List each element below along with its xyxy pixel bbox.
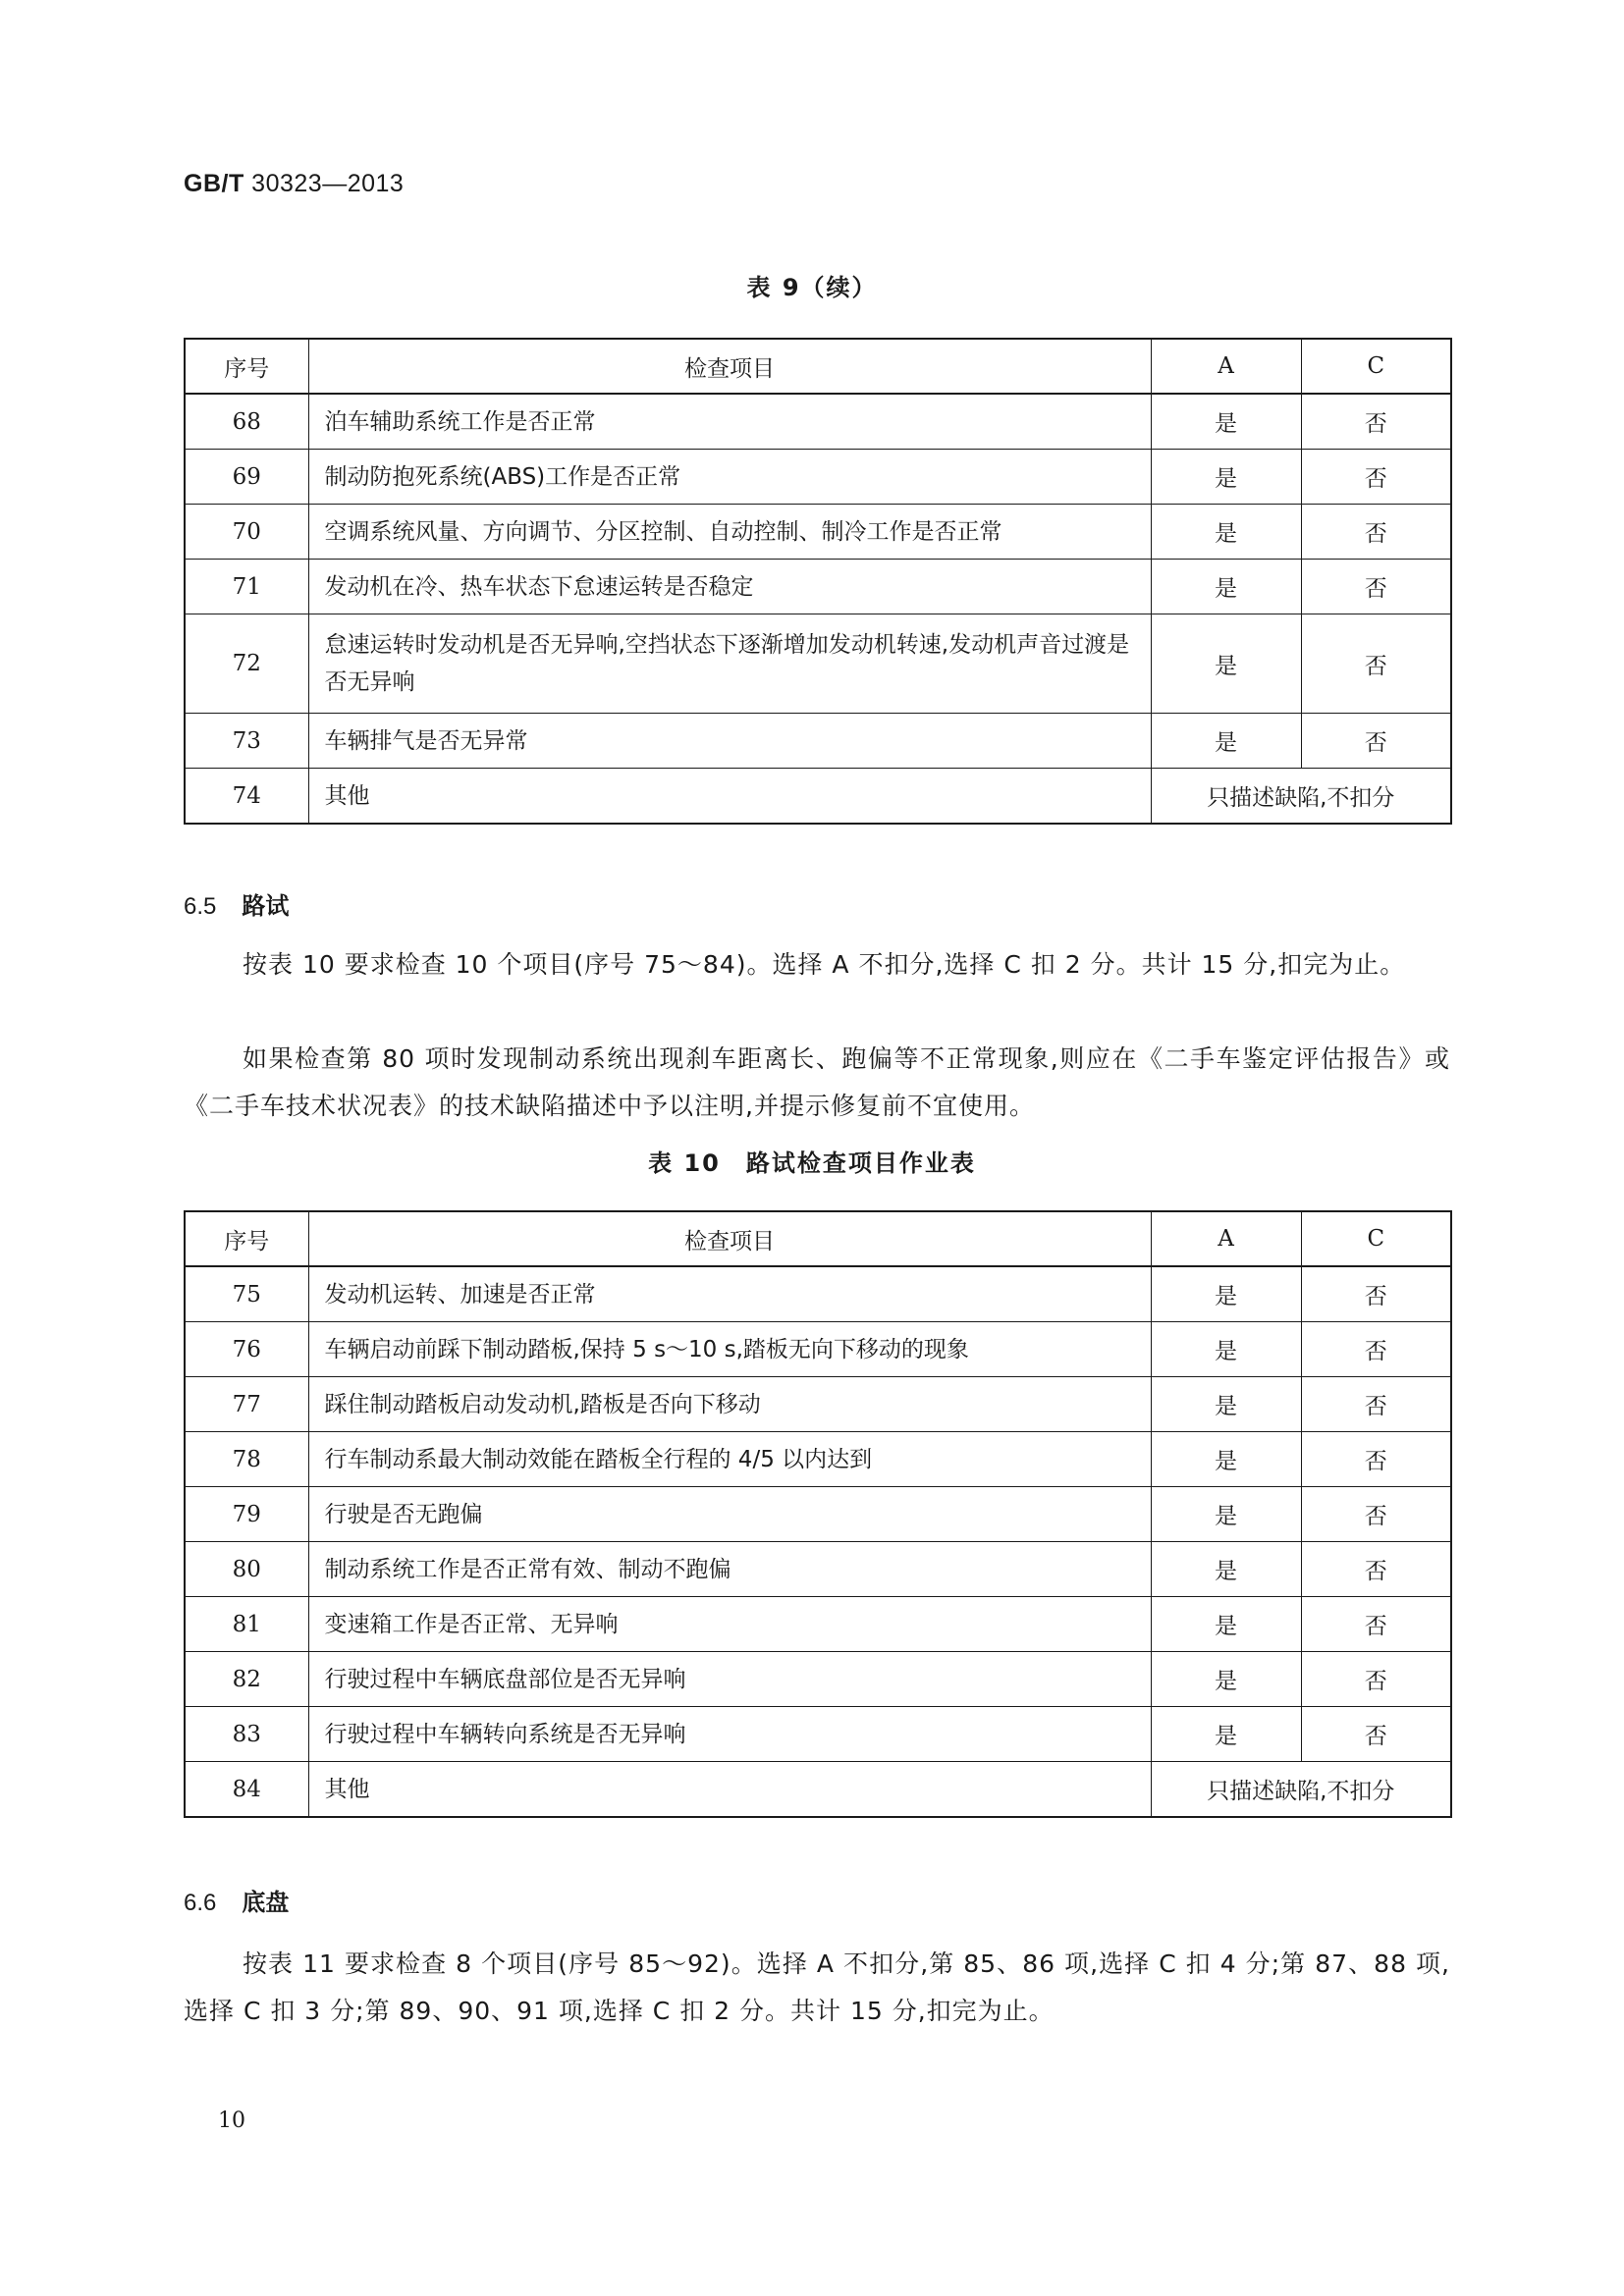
table9-header-row xyxy=(185,339,1451,394)
row-a: 是 xyxy=(1151,714,1301,769)
row-a: 是 xyxy=(1151,1597,1301,1652)
header-c: C xyxy=(1301,339,1451,394)
row-c: 否 xyxy=(1301,1377,1451,1432)
row-serial: 83 xyxy=(185,1707,308,1762)
table10-header-row xyxy=(185,1211,1451,1266)
row-c: 否 xyxy=(1301,394,1451,450)
standard-prefix: GB/T xyxy=(184,170,244,197)
row-serial: 69 xyxy=(185,450,308,505)
row-item: 车辆启动前踩下制动踏板,保持 5 s～10 s,踏板无向下移动的现象 xyxy=(308,1322,1151,1377)
row-c: 否 xyxy=(1301,1322,1451,1377)
table-row xyxy=(185,1762,1451,1818)
row-a: 是 xyxy=(1151,1652,1301,1707)
row-serial: 81 xyxy=(185,1597,308,1652)
row-c: 否 xyxy=(1301,1597,1451,1652)
row-serial: 70 xyxy=(185,505,308,560)
table-row xyxy=(185,560,1451,614)
table-row xyxy=(185,1487,1451,1542)
header-item: 检查项目 xyxy=(308,1211,1151,1266)
row-serial: 77 xyxy=(185,1377,308,1432)
table-row xyxy=(185,1432,1451,1487)
row-item: 行驶过程中车辆转向系统是否无异响 xyxy=(308,1707,1151,1762)
row-a: 是 xyxy=(1151,394,1301,450)
row-a: 是 xyxy=(1151,1432,1301,1487)
row-a: 是 xyxy=(1151,1266,1301,1322)
row-c: 否 xyxy=(1301,1487,1451,1542)
header-c: C xyxy=(1301,1211,1451,1266)
row-item: 其他 xyxy=(308,1762,1151,1818)
row-serial: 76 xyxy=(185,1322,308,1377)
section-title: 路试 xyxy=(242,892,290,920)
row-item: 行驶过程中车辆底盘部位是否无异响 xyxy=(308,1652,1151,1707)
row-c: 否 xyxy=(1301,614,1451,714)
row-item: 制动防抱死系统(ABS)工作是否正常 xyxy=(308,450,1151,505)
row-a: 是 xyxy=(1151,505,1301,560)
row-a: 是 xyxy=(1151,1707,1301,1762)
row-a: 是 xyxy=(1151,560,1301,614)
row-c: 否 xyxy=(1301,714,1451,769)
row-a: 是 xyxy=(1151,1542,1301,1597)
table-row xyxy=(185,1266,1451,1322)
table10-title: 表 10 路试检查项目作业表 xyxy=(648,1149,976,1177)
row-item: 行驶是否无跑偏 xyxy=(308,1487,1151,1542)
section-6-5-paragraph-1: 按表 10 要求检查 10 个项目(序号 75～84)。选择 A 不扣分,选择 C 扣 2 分。共计 15 分,扣完为止。 xyxy=(243,950,1406,979)
row-c: 否 xyxy=(1301,1266,1451,1322)
table-row xyxy=(185,1652,1451,1707)
row-c: 否 xyxy=(1301,560,1451,614)
row-item: 行车制动系最大制动效能在踏板全行程的 4/5 以内达到 xyxy=(308,1432,1151,1487)
row-serial: 82 xyxy=(185,1652,308,1707)
row-c: 否 xyxy=(1301,1432,1451,1487)
section-6-6-heading xyxy=(184,1883,289,1917)
row-c: 否 xyxy=(1301,1707,1451,1762)
section-number: 6.6 xyxy=(184,1890,217,1916)
row-item: 制动系统工作是否正常有效、制动不跑偏 xyxy=(308,1542,1151,1597)
row-item: 发动机运转、加速是否正常 xyxy=(308,1266,1151,1322)
row-item: 泊车辅助系统工作是否正常 xyxy=(308,394,1151,450)
table-row xyxy=(185,1322,1451,1377)
header-item: 检查项目 xyxy=(308,339,1151,394)
row-serial: 71 xyxy=(185,560,308,614)
row-note: 只描述缺陷,不扣分 xyxy=(1151,769,1451,825)
row-serial: 72 xyxy=(185,614,308,714)
row-serial: 84 xyxy=(185,1762,308,1818)
section-number: 6.5 xyxy=(184,893,217,920)
row-a: 是 xyxy=(1151,1487,1301,1542)
row-a: 是 xyxy=(1151,1377,1301,1432)
page-number: 10 xyxy=(218,2109,245,2133)
row-item: 其他 xyxy=(308,769,1151,825)
header-a: A xyxy=(1151,339,1301,394)
row-serial: 79 xyxy=(185,1487,308,1542)
table-row xyxy=(185,1597,1451,1652)
row-a: 是 xyxy=(1151,614,1301,714)
row-a: 是 xyxy=(1151,450,1301,505)
row-item: 踩住制动踏板启动发动机,踏板是否向下移动 xyxy=(308,1377,1151,1432)
row-item: 发动机在冷、热车状态下怠速运转是否稳定 xyxy=(308,560,1151,614)
standard-code xyxy=(184,170,404,198)
table-row xyxy=(185,450,1451,505)
table9 xyxy=(184,338,1452,825)
row-c: 否 xyxy=(1301,505,1451,560)
row-item: 变速箱工作是否正常、无异响 xyxy=(308,1597,1151,1652)
section-6-5-paragraph-2: 如果检查第 80 项时发现制动系统出现刹车距离长、跑偏等不正常现象,则应在《二手车鉴定评估报告》或《二手车技术状况表》的技术缺陷描述中予以注明,并提示修复前不宜使用。 xyxy=(184,1044,1450,1120)
table-row xyxy=(185,714,1451,769)
table9-title: 表 9（续） xyxy=(746,274,878,301)
header-serial: 序号 xyxy=(185,1211,308,1266)
table-row xyxy=(185,1542,1451,1597)
section-title: 底盘 xyxy=(242,1889,290,1916)
header-a: A xyxy=(1151,1211,1301,1266)
row-serial: 68 xyxy=(185,394,308,450)
table-row xyxy=(185,1707,1451,1762)
row-note: 只描述缺陷,不扣分 xyxy=(1151,1762,1451,1818)
table10 xyxy=(184,1210,1452,1818)
row-item: 空调系统风量、方向调节、分区控制、自动控制、制冷工作是否正常 xyxy=(308,505,1151,560)
row-serial: 75 xyxy=(185,1266,308,1322)
row-serial: 80 xyxy=(185,1542,308,1597)
row-serial: 73 xyxy=(185,714,308,769)
row-serial: 78 xyxy=(185,1432,308,1487)
standard-number: 30323—2013 xyxy=(251,170,405,197)
table-row xyxy=(185,505,1451,560)
table-row xyxy=(185,1377,1451,1432)
row-a: 是 xyxy=(1151,1322,1301,1377)
row-c: 否 xyxy=(1301,450,1451,505)
table-row xyxy=(185,614,1451,714)
row-item: 怠速运转时发动机是否无异响,空挡状态下逐渐增加发动机转速,发动机声音过渡是否无异响 xyxy=(308,614,1151,714)
row-item: 车辆排气是否无异常 xyxy=(308,714,1151,769)
row-serial: 74 xyxy=(185,769,308,825)
table-row xyxy=(185,769,1451,825)
section-6-6-paragraph-1: 按表 11 要求检查 8 个项目(序号 85～92)。选择 A 不扣分,第 85、86 项,选择 C 扣 4 分;第 87、88 项,选择 C 扣 3 分;第 89、90、91 项,选择 C 扣 2 分。共计 15 分,扣完为止。 xyxy=(184,1949,1450,2025)
table-row xyxy=(185,394,1451,450)
header-serial: 序号 xyxy=(185,339,308,394)
row-c: 否 xyxy=(1301,1652,1451,1707)
row-c: 否 xyxy=(1301,1542,1451,1597)
section-6-5-heading xyxy=(184,886,289,921)
